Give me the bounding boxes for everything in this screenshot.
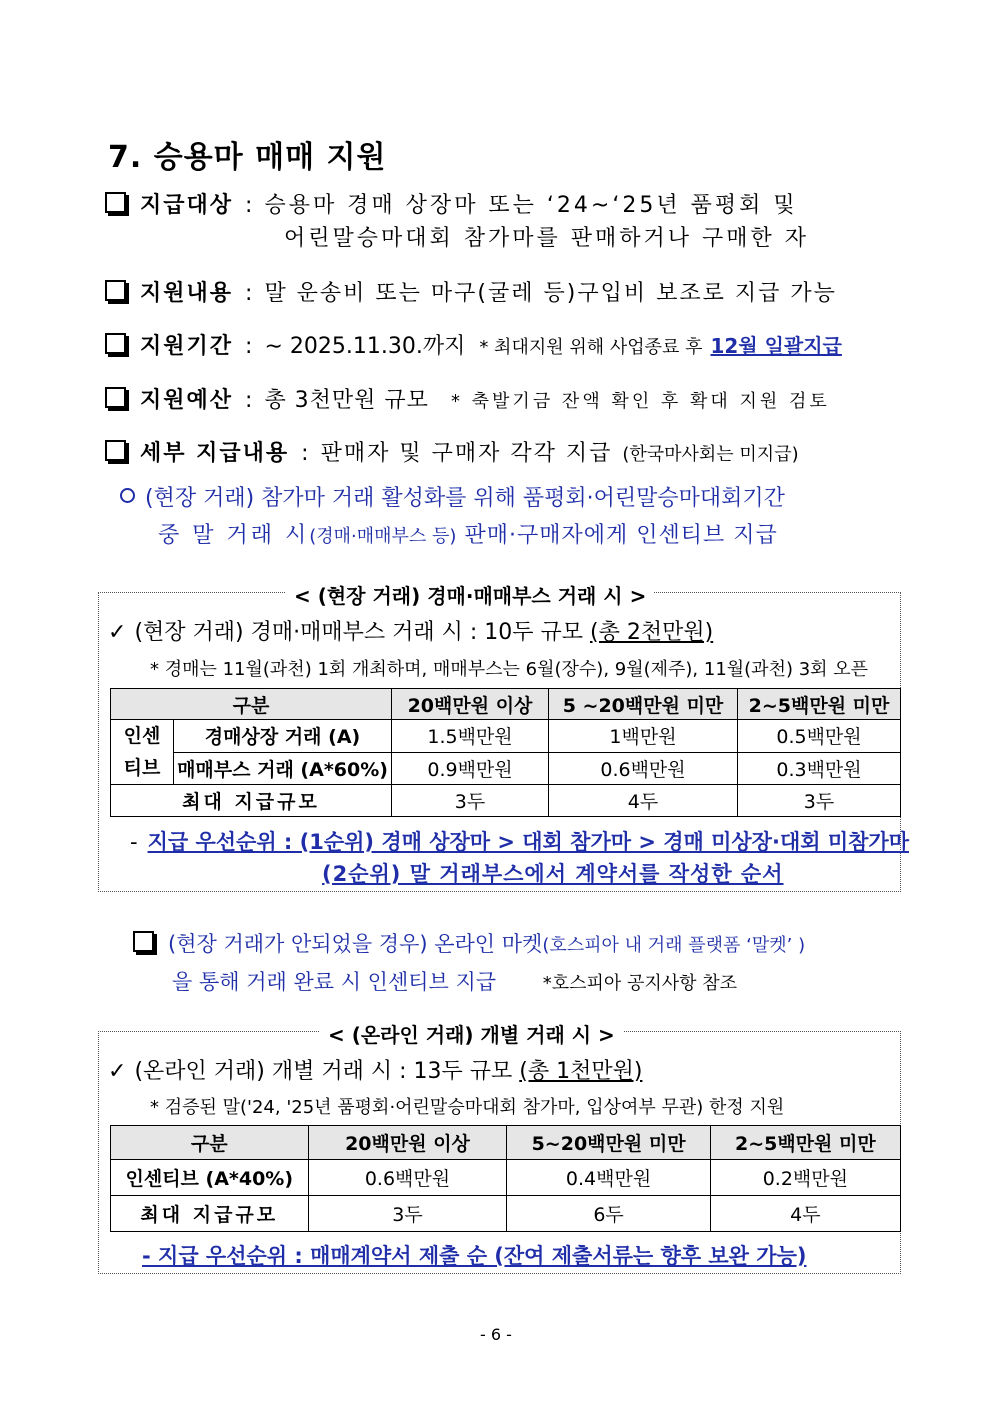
item-period: 지원기간 : ∼ 2025.11.30.까지 * 최대지원 위해 사업종료 후 12월 일괄지급 [105, 329, 842, 360]
box-check-line: ✓ (현장 거래) 경매·매매부스 거래 시 : 10두 규모 (총 2천만원) [108, 620, 714, 645]
row-label: 매매부스 거래 (A*60%) [174, 752, 392, 785]
item-text: 총 3천만원 규모 [264, 388, 429, 413]
table-header: 구분 [111, 689, 392, 720]
box-check-line: ✓ (온라인 거래) 개별 거래 시 : 13두 규모 (총 1천만원) [108, 1059, 643, 1084]
checkbox-square-icon [133, 931, 154, 952]
item-note-highlight: 12월 일괄지급 [710, 334, 842, 358]
priority-line: - 지급 우선순위 : 매매계약서 제출 순 (잔여 제출서류는 향후 보완 가능) [142, 1244, 807, 1268]
online-point-line1: (현장 거래가 안되었을 경우) 온라인 마켓(호스피아 내 거래 플랫폼 ‘말켓’ ) [133, 928, 805, 958]
item-label: 지원내용 [140, 281, 234, 306]
table-header: 2~5백만원 미만 [710, 1126, 900, 1160]
checkbox-square-icon [105, 440, 126, 461]
section-title: 7. 승용마 매매 지원 [108, 140, 387, 175]
circle-bullet-icon [120, 488, 135, 503]
page-number: - 6 - [480, 1325, 512, 1344]
row-label: 최대 지급규모 [111, 785, 392, 817]
box-title: < (온라인 거래) 개별 거래 시 > [320, 1019, 623, 1048]
item-text-cont: 어린말승마대회 참가마를 판매하거나 구매한 자 [284, 226, 810, 251]
item-note: * 축발기금 잔액 확인 후 확대 지원 검토 [450, 391, 830, 412]
item-budget: 지원예산 : 총 3천만원 규모 * 축발기금 잔액 확인 후 확대 지원 검토 [105, 383, 830, 414]
circle-point-line2: 중 말 거래 시(경매·매매부스 등) 판매·구매자에게 인센티브 지급 [158, 523, 778, 548]
table-header: 20백만원 이상 [308, 1126, 507, 1160]
table-header: 20백만원 이상 [392, 689, 549, 720]
priority-line1: - 지급 우선순위 : (1순위) 경매 상장마 > 대회 참가마 > 경매 미상장·대회 미참가마 [130, 830, 909, 854]
item-detail: 세부 지급내용 : 판매자 및 구매자 각각 지급 (한국마사회는 미지급) [105, 436, 799, 467]
item-note: * 최대지원 위해 사업종료 후 [479, 337, 703, 358]
table-row: 최대 지급규모 3두 4두 3두 [111, 785, 901, 817]
box-note: * 검증된 말('24, '25년 품평회·어린말승마대회 참가마, 입상여부 무관) 한정 지원 [150, 1097, 785, 1118]
checkbox-square-icon [105, 333, 126, 354]
online-point-line2: 을 통해 거래 완료 시 인센티브 지급 *호스피아 공지사항 참조 [172, 970, 738, 994]
priority-line2: (2순위) 말 거래부스에서 계약서를 작성한 순서 [322, 862, 784, 886]
table-header: 5~20백만원 미만 [507, 1126, 710, 1160]
table-row: 인센티브 (A*40%) 0.6백만원 0.4백만원 0.2백만원 [111, 1160, 901, 1196]
checkbox-square-icon [105, 192, 126, 213]
box-note: * 경매는 11월(과천) 1회 개최하며, 매매부스는 6월(장수), 9월(제주), 11월(과천) 3회 오픈 [150, 659, 869, 680]
item-text: 승용마 경매 상장마 또는 ‘24~‘25년 품평회 및 [264, 193, 798, 218]
item-label: 지원기간 [140, 334, 234, 359]
check-mark-icon: ✓ [108, 1059, 127, 1084]
row-label: 경매상장 거래 (A) [174, 720, 392, 753]
row-label: 인센티브 (A*40%) [111, 1160, 309, 1196]
item-text: ∼ 2025.11.30.까지 [264, 334, 466, 359]
item-note: (한국마사회는 미지급) [622, 444, 799, 465]
row-label: 최대 지급규모 [111, 1196, 309, 1232]
item-content: 지원내용 : 말 운송비 또는 마구(굴레 등)구입비 보조로 지급 가능 [105, 276, 837, 307]
item-label: 세부 지급내용 [140, 441, 290, 466]
table-row: 인센 티브 경매상장 거래 (A) 1.5백만원 1백만원 0.5백만원 [111, 720, 901, 753]
onsite-incentive-table [110, 688, 901, 817]
circle-point-line1: (현장 거래) 참가마 거래 활성화를 위해 품평회·어린말승마대회기간 [120, 481, 785, 512]
table-header: 구분 [111, 1126, 309, 1160]
online-incentive-table [110, 1125, 901, 1232]
table-row: 매매부스 거래 (A*60%) 0.9백만원 0.6백만원 0.3백만원 [111, 752, 901, 785]
check-mark-icon: ✓ [108, 620, 127, 645]
group-label: 인센 티브 [111, 720, 174, 785]
table-header: 2~5백만원 미만 [738, 689, 901, 720]
item-text: 판매자 및 구매자 각각 지급 [320, 441, 613, 466]
table-header: 5 ~20백만원 미만 [549, 689, 738, 720]
checkbox-square-icon [105, 280, 126, 301]
checkbox-square-icon [105, 387, 126, 408]
item-label: 지원예산 [140, 388, 234, 413]
item-label: 지급대상 [140, 193, 234, 218]
table-row: 최대 지급규모 3두 6두 4두 [111, 1196, 901, 1232]
item-target: 지급대상 : 승용마 경매 상장마 또는 ‘24~‘25년 품평회 및 [105, 188, 798, 219]
box-title: < (현장 거래) 경매·매매부스 거래 시 > [286, 580, 654, 609]
item-text: 말 운송비 또는 마구(굴레 등)구입비 보조로 지급 가능 [264, 281, 837, 306]
